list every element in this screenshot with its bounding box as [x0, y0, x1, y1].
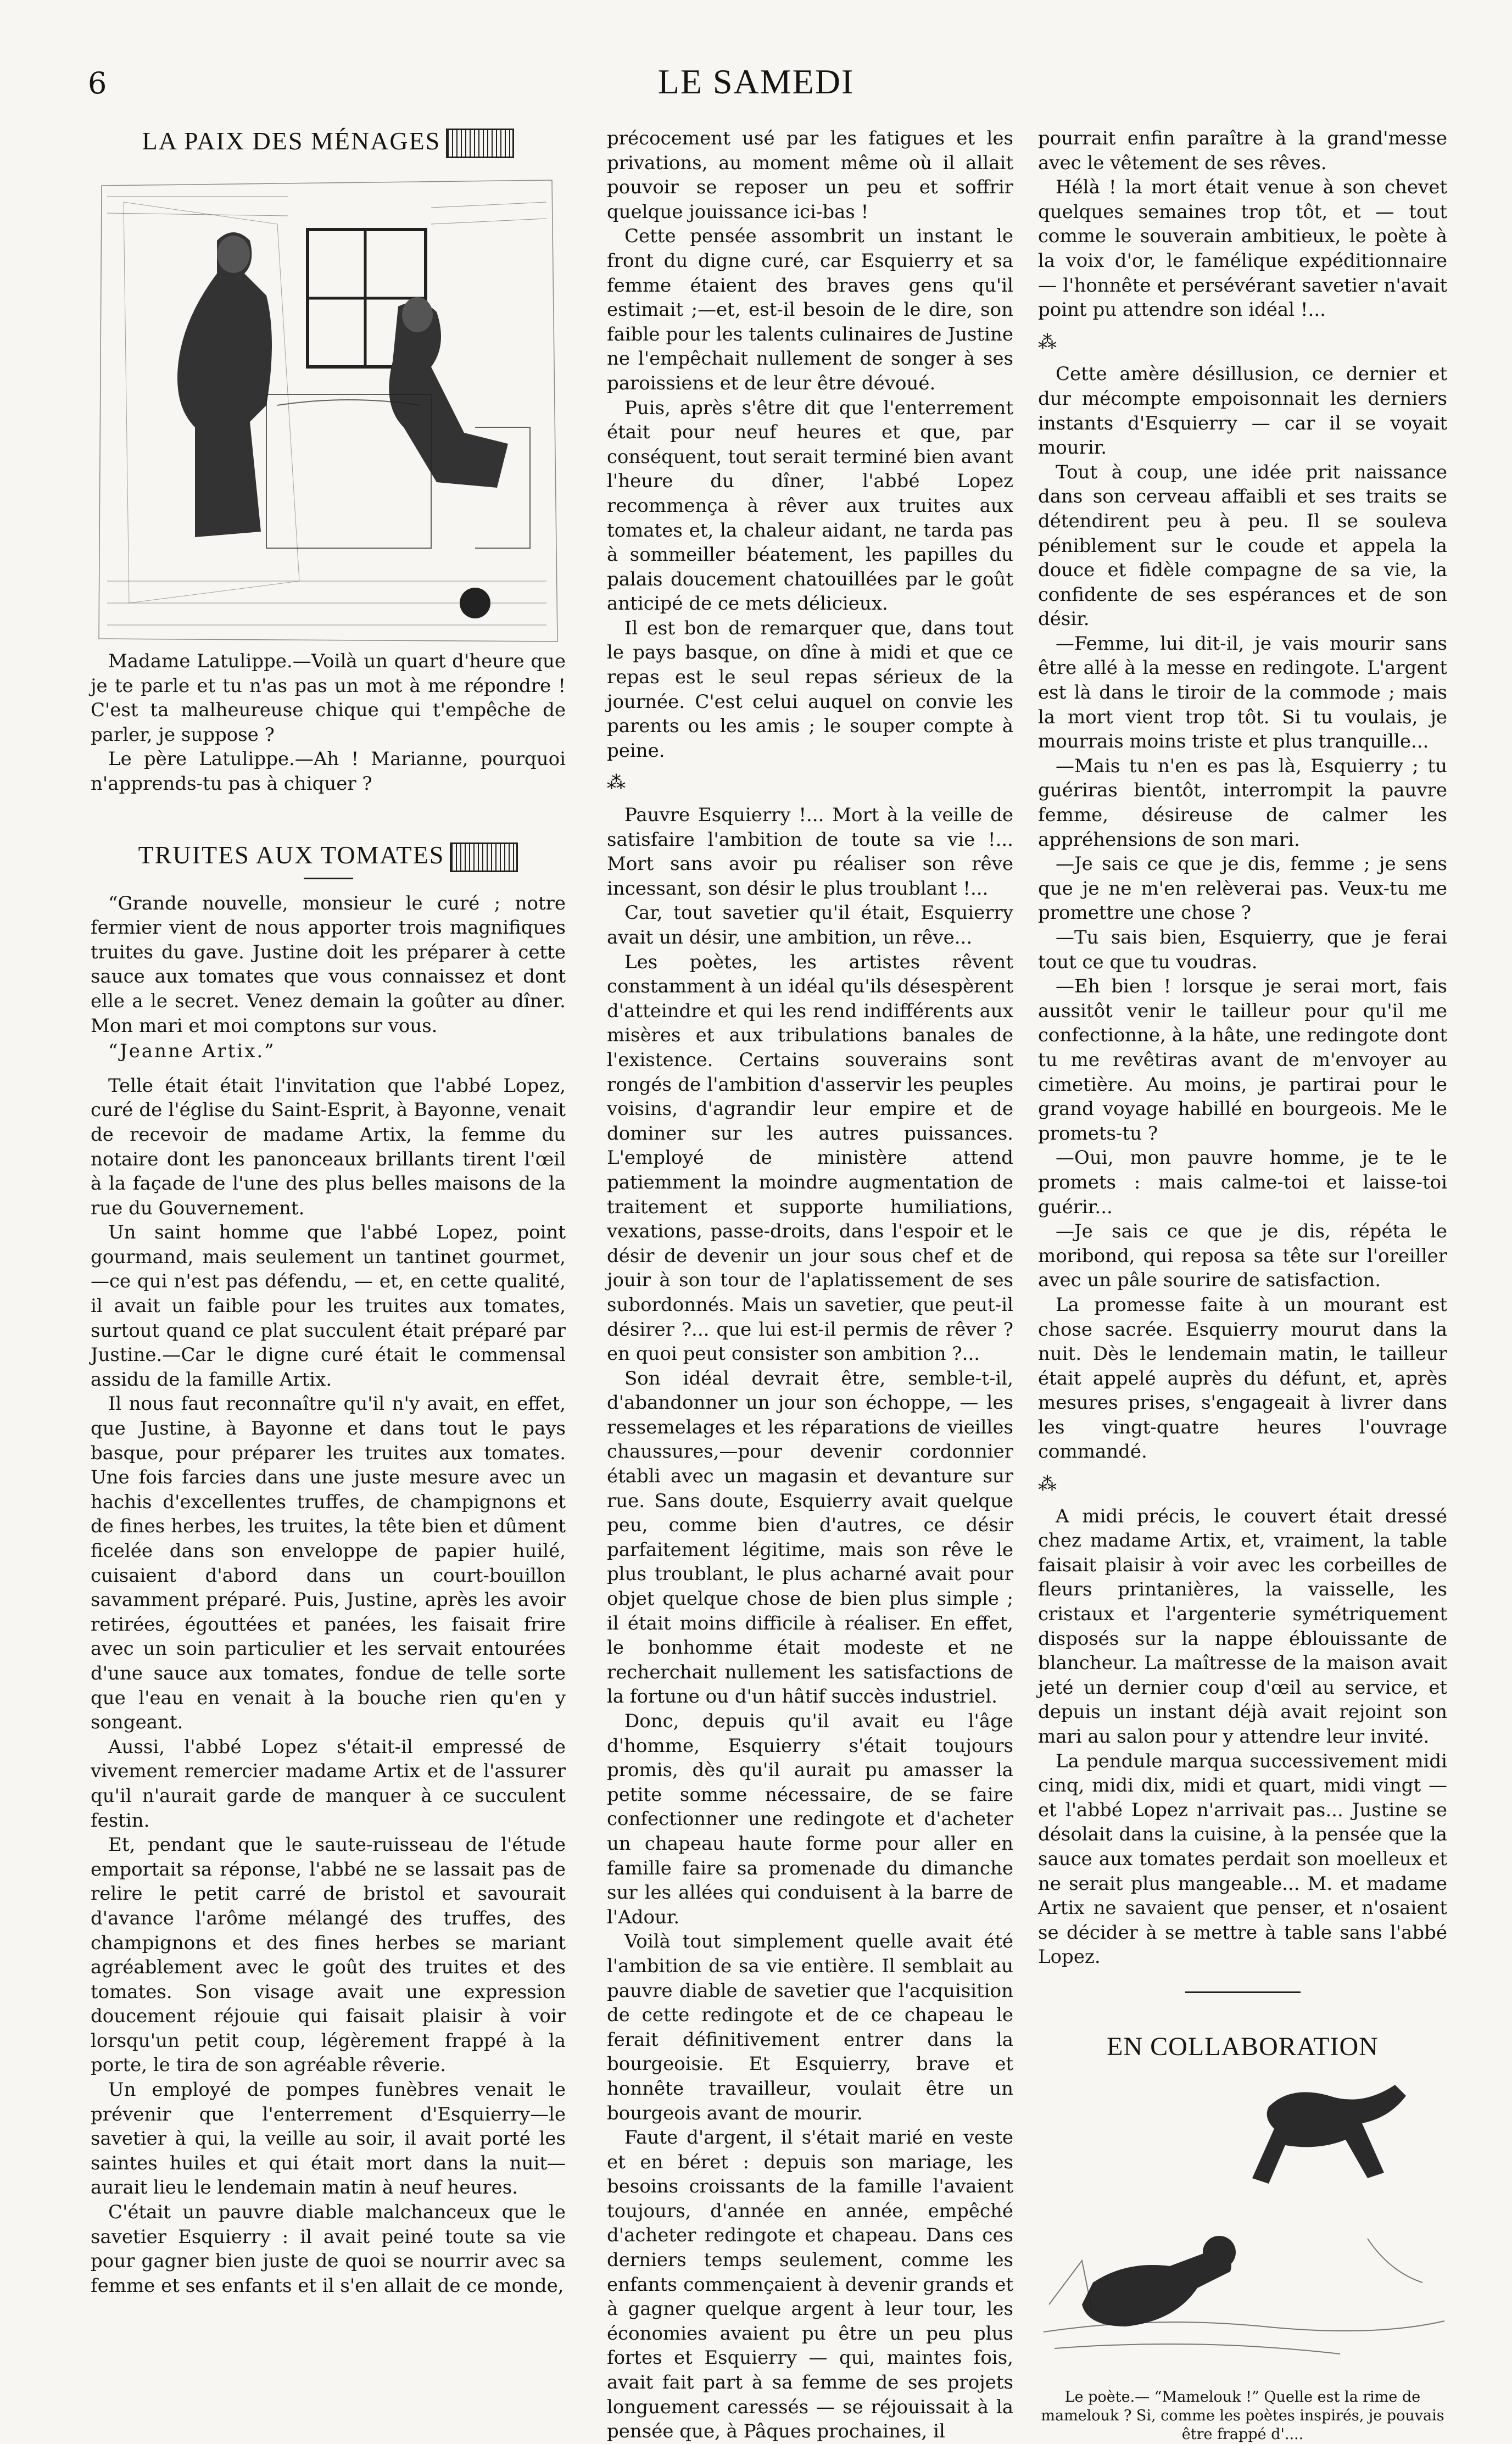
paragraph: “Grande nouvelle, monsieur le curé ; notre fermier vient de nous apporter trois magnifiques truites du gave. Justine doit les préparer à cette sauce aux tomates que vous connaissez et dont elle a le secret. Venez demain la goûter au dîner. Mon mari et moi comptons sur vous.	[91, 892, 566, 1037]
paragraph: —Tu sais bien, Esquierry, que je ferai tout ce que tu voudras.	[1038, 927, 1447, 973]
paragraph: Un employé de pompes funèbres venait le prévenir que l'enterrement d'Esquierry—le savetier à qui, la veille au soir, il avait porté les saintes huiles et qui était mort dans la nuit—aurait lieu le lendemain matin à neuf heures.	[91, 2079, 566, 2199]
asterism: ⁂	[607, 772, 629, 794]
paragraph: Hélà ! la mort était venue à son chevet quelques semaines trop tôt, et — tout comme le souverain ambitieux, le poète à la voix d'or, le famélique expéditionnaire — l'honnête et persévérant savetier n'avait point pu attendre son idéal !...	[1038, 176, 1447, 321]
signature-stamp-icon	[446, 129, 514, 158]
paragraph: La pendule marqua successivement midi cinq, midi dix, midi et quart, midi vingt — et l'abbé Lopez n'arrivait pas... Justine se désolait dans la cuisine, à la pensée que la sauce aux tomates perdait son moelleux et ne serait plus mangeable... M. et madame Artix ne savaient que penser, et n'osaient se décider à se mettre à table sans l'abbé Lopez.	[1038, 1750, 1447, 1968]
illustration-caption-2: Le père Latulippe.—Ah ! Marianne, pourquoi n'apprends-tu pas à chiquer ?	[91, 748, 566, 795]
paragraph: —Eh bien ! lorsque je serai mort, fais aussitôt venir le tailleur pour qu'il me confectionne, à la hâte, une redingote dont tu me revêtiras avant de m'envoyer au cimetière. Au moins, je partirai pour le grand voyage habillé en bourgeois. Me le promets-tu ?	[1038, 975, 1447, 1145]
paragraph: —Femme, lui dit-il, je vais mourir sans être allé à la messe en redingote. L'argent est là dans le tiroir de la commode ; mais la mort vient trop tôt. Si tu voulais, je mourrais moins triste et plus tranquille...	[1038, 632, 1447, 753]
column-1	[91, 126, 566, 2298]
paragraph: —Je sais ce que je dis, répéta le moribond, qui reposa sa tête sur l'oreiller avec un pâle sourire de satisfaction.	[1038, 1220, 1447, 1292]
paragraph: Aussi, l'abbé Lopez s'était-il empressé de vivement remercier madame Artix et de l'assurer qu'il n'aurait garde de manquer à ce succulent festin.	[91, 1736, 566, 1832]
paragraph: Faute d'argent, il s'était marié en veste et en béret : depuis son mariage, les besoins croissants de la famille l'avaient toujours, d'année en année, empêché d'acheter redingote et chapeau. Dans ces derniers temps seulement, comme les enfants commençaient à devenir grands et à gagner quelque argent à leur tour, les économies avaient pu être un peu plus fortes et Esquierry — qui, maintes fois, avait fait part à sa femme de ses projets longuement caressés — se réjouissait à la pensée que, à Pâques prochaines, il	[607, 2127, 1013, 2443]
divider	[304, 878, 353, 879]
collab-title: EN COLLABORATION	[1107, 2032, 1379, 2061]
paragraph: La promesse faite à un mourant est chose sacrée. Esquierry mourut dans la nuit. Dès le lendemain matin, le tailleur était appelé auprès du défunt, et, après mesures prises, s'engageait à livrer dans les vingt-quatre heures l'ouvrage commandé.	[1038, 1293, 1447, 1463]
invitation-signature: “Jeanne Artix.”	[108, 1040, 276, 1063]
paragraph: Son idéal devrait être, semble-t-il, d'abandonner un jour son échoppe, — les ressemelages et les réparations de vieilles chaussures,—pour devenir cordonnier établi avec un magasin et devanture sur rue. Sans doute, Esquierry avait quelque peu, comme bien d'autres, ce désir parfaitement légitime, mais son rêve le plus troublant, le plus acharné avait pour objet quelque chose de bien plus simple ; il était moins difficile à réaliser. En effet, le bonhomme était modeste et ne recherchait nullement les satisfactions de la fortune ou d'un hâtif succès industriel.	[607, 1367, 1013, 1708]
illustration-kitchen	[91, 164, 566, 649]
divider	[1185, 1991, 1301, 1993]
paragraph: —Mais tu n'en es pas là, Esquierry ; tu guériras bientôt, interrompit la pauvre femme, désireuse de calmer les appréhensions de son mari.	[1038, 755, 1447, 851]
paragraph: Les poètes, les artistes rêvent constamment à un idéal qu'ils désespèrent d'atteindre et qui les rend indifférents aux misères et aux tribulations banales de l'existence. Certains souverains sont rongés de l'ambition d'asservir les peuples voisins, d'agrandir leur empire et de dominer sur les autres puissances. L'employé de ministère attend patiemment la moindre augmentation de traitement et supporte humiliations, vexations, passe-droits, dans l'espoir et le désir de devenir un jour sous chef et de jouir à son tour de l'aplatissement de ses subordonnés. Mais un savetier, que peut-il désirer ?... que lui est-il permis de rêver ? en quoi peut consister son ambition ?...	[607, 951, 1013, 1365]
signature-stamp-icon	[450, 842, 518, 872]
kitchen-scene-drawing	[91, 164, 566, 647]
paragraph: Cette pensée assombrit un instant le front du digne curé, car Esquierry et sa femme étaient des braves gens qu'il estimait ;—et, est-il besoin de le dire, son faible pour les talents culinaires de Justine ne l'empêchait nullement de songer à ses paroissiens et de leur être dévoué.	[607, 225, 1013, 394]
paragraph: Il est bon de remarquer que, dans tout le pays basque, on dîne à midi et que ce repas est le seul repas sérieux de la journée. C'est celui auquel on convie les parents ou les amis ; le souper compte à peine.	[607, 617, 1013, 762]
column-2	[607, 126, 1013, 2444]
paragraph: Donc, depuis qu'il avait eu l'âge d'homme, Esquierry s'était toujours promis, dès qu'il aurait pu amasser la petite somme nécessaire, de se faire confectionner une redingote et d'acheter un chapeau haute forme pour aller en famille faire sa promenade du dimanche sur les allées qui conduisent à la barre de l'Adour.	[607, 1710, 1013, 1928]
paragraph: Tout à coup, une idée prit naissance dans son cerveau affaibli et ses traits se détendirent peu à peu. Il se souleva péniblement sur le coude et appela la douce et fidèle compagne de sa vie, la confidente de ses espérances et de son désir.	[1038, 461, 1447, 630]
newspaper-title: LE SAMEDI	[657, 62, 855, 101]
paragraph: C'était un pauvre diable malchanceux que le savetier Esquierry : il avait peiné toute sa vie pour gagner bien juste de quoi se nourrir avec sa femme et ses enfants et il s'en allait de ce monde,	[91, 2201, 566, 2297]
paragraph: pourrait enfin paraître à la grand'messe avec le vêtement de ses rêves.	[1038, 127, 1447, 174]
paragraph: Car, tout savetier qu'il était, Esquierry avait un désir, une ambition, un rêve...	[607, 902, 1013, 948]
illustration-title	[91, 126, 566, 159]
illustration-caption-1: Madame Latulippe.—Voilà un quart d'heure que je te parle et tu n'as pas un mot à me répondre ! C'est ta malheureuse chique qui t'empêche de parler, je suppose ?	[91, 650, 566, 746]
paragraph: Telle était était l'invitation que l'abbé Lopez, curé de l'église du Saint-Esprit, à Bayonne, venait de recevoir de madame Artix, la femme du notaire dont les panonceaux brillants tirent l'œil à la façade de l'une des plus belles maisons de la rue du Gouvernement.	[91, 1074, 566, 1219]
paragraph: Voilà tout simplement quelle avait été l'ambition de sa vie entière. Il semblait au pauvre diable de savetier que l'acquisition de cette redingote et de ce chapeau le ferait définitivement entrer dans la bourgeoisie. Et Esquierry, brave et honnête travailleur, voulait être un bourgeois avant de mourir.	[607, 1930, 1013, 2124]
paragraph: Cette amère désillusion, ce dernier et dur mécompte empoisonnait les derniers instants d'Esquierry — car il se voyait mourir.	[1038, 363, 1447, 459]
asterism: ⁂	[1038, 1473, 1060, 1496]
paragraph: Il nous faut reconnaître qu'il n'y avait, en effet, que Justine, à Bayonne et dans tout le pays basque, pour préparer les truites aux tomates. Une fois farcies dans une juste mesure avec un hachis d'excellentes truffes, de champignons et de fines herbes, les truites, la tête bien et dûment ficelée dans son enveloppe de papier huilé, cuisaient d'abord dans un court-bouillon savamment préparé. Puis, Justine, après les avoir retirées, égouttées et panées, les faisait frire avec un soin particulier et les servait entourées d'une sauce aux tomates, fondue de telle sorte que l'eau en venait à la bouche rien qu'en y songeant.	[91, 1393, 566, 1734]
paragraph: A midi précis, le couvert était dressé chez madame Artix, et, vraiment, la table faisait plaisir à voir avec les corbeilles de fleurs printanières, la vaisselle, les cristaux et l'argenterie symétriquement disposés sur la nappe éblouissante de blancheur. La maîtresse de la maison avait jeté un dernier coup d'œil au service, et depuis un instant déjà avait rejoint son mari au salon pour y attendre leur invité.	[1038, 1505, 1447, 1748]
illustration-title-text: LA PAIX DES MÉNAGES	[142, 127, 441, 155]
illustration-poet-goat	[1038, 2074, 1447, 2381]
column-3	[1038, 126, 1447, 2444]
paragraph: —Je sais ce que je dis, femme ; je sens que je ne m'en relèverai pas. Veux-tu me promettre une chose ?	[1038, 853, 1447, 924]
paragraph: Un saint homme que l'abbé Lopez, point gourmand, mais seulement un tantinet gourmet,—ce qui n'est pas défendu, — et, en cette qualité, il avait un faible pour les truites aux tomates, surtout quand ce plat succulent était préparé par Justine.—Car le digne curé était le commensal assidu de la famille Artix.	[91, 1221, 566, 1391]
collab-caption: Le poète.— “Mamelouk !” Quelle est la rime de mamelouk ? Si, comme les poètes inspirés, je pouvais être frappé d'....	[1041, 2388, 1444, 2443]
paragraph: Pauvre Esquierry !... Mort à la veille de satisfaire l'ambition de toute sa vie !... Mort sans avoir pu réaliser son rêve incessant, son désir le plus troublant !...	[607, 804, 1013, 900]
paragraph: précocement usé par les fatigues et les privations, au moment même où il allait pouvoir se reposer un peu et soffrir quelque jouissance ici-bas !	[607, 127, 1013, 223]
section-title-text: TRUITES AUX TOMATES	[138, 840, 445, 869]
paragraph: Puis, après s'être dit que l'enterrement était pour neuf heures et que, par conséquent, tout serait terminé bien avant l'heure du dîner, l'abbé Lopez recommença à rêver aux truites aux tomates et, la chaleur aidant, ne tarda pas à sommeiller béatement, les papilles du palais doucement chatouillées par le goût anticipé de ce mets délicieux.	[607, 397, 1013, 615]
paragraph: Et, pendant que le saute-ruisseau de l'étude emportait sa réponse, l'abbé ne se lassait pas de relire le petit carré de bristol et savourait d'avance l'arôme mélangé des truffes, des champignons et des fines herbes se mariant agréablement avec le goût des truites et des tomates. Son visage avait une expression doucement réjouie qui faisait plaisir à voir lorsqu'un petit coup, légèrement frappé à la porte, le tira de son agréable rêverie.	[91, 1834, 566, 2077]
section-title	[91, 840, 566, 873]
asterism: ⁂	[1038, 331, 1060, 353]
paragraph: —Oui, mon pauvre homme, je te le promets : mais calme-toi et laisse-toi guérir...	[1038, 1147, 1447, 1218]
page-number: 6	[88, 66, 107, 101]
